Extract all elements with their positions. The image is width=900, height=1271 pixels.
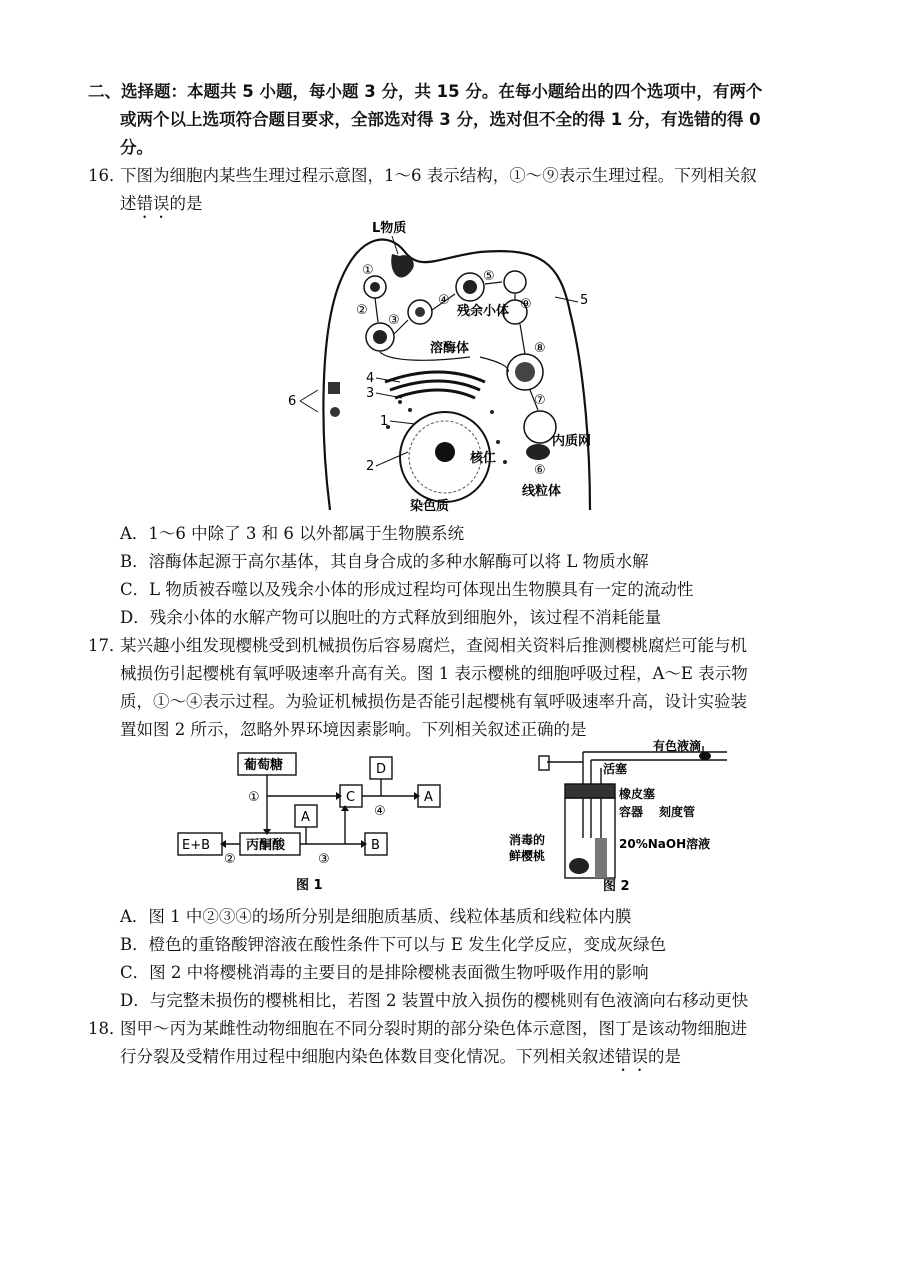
process-3: ③ — [388, 313, 400, 328]
label-er: 内质网 — [552, 434, 592, 449]
fig2-cherry-label-1: 消毒的 — [509, 833, 546, 847]
process-5: ⑤ — [483, 269, 495, 284]
fig1-d: D — [376, 762, 387, 777]
q18-stem-emphasis: 错误 — [615, 1047, 648, 1066]
fig2-naoh-label: 20%NaOH溶液 — [619, 837, 711, 851]
process-7: ⑦ — [534, 393, 546, 408]
label-num-2: 2 — [366, 459, 375, 474]
q17-option-a: A．图 1 中②③④的场所分别是细胞质基质、线粒体基质和线粒体内膜 — [120, 907, 632, 926]
q16-option-c: C．L 物质被吞噬以及残余小体的形成过程均可体现出生物膜具有一定的流动性 — [120, 580, 694, 599]
fig2-stopcock-label: 活塞 — [603, 762, 628, 776]
mitochondrion — [526, 444, 550, 460]
naoh-solution — [595, 838, 607, 878]
fig2-rubber-label: 橡皮塞 — [619, 787, 656, 801]
fig1-caption: 图 1 — [296, 878, 323, 893]
nucleolus — [435, 442, 455, 462]
q16-stem-emphasis: 错误 — [136, 194, 170, 213]
fig2-droplet-label: 有色液滴 — [653, 739, 702, 753]
fig2-caption: 图 2 — [603, 879, 630, 894]
q17-number: 17． — [88, 636, 126, 655]
process-4: ④ — [438, 293, 450, 308]
cherry — [569, 858, 589, 874]
process-9: ⑨ — [520, 297, 532, 312]
figure-1-respiration — [170, 745, 460, 895]
section-header-line1: 二、选择题：本题共 5 小题，每小题 3 分，共 15 分。在每小题给出的四个选项中，有两个 — [88, 82, 763, 101]
fig1-process-1: ① — [248, 790, 260, 805]
q18-stem-line1: 图甲～丙为某雌性动物细胞在不同分裂时期的部分染色体示意图，图丁是该动物细胞进 — [120, 1019, 747, 1038]
fig1-process-2: ② — [224, 852, 236, 867]
q17-stem-line4: 置如图 2 所示，忽略外界环境因素影响。下列相关叙述正确的是 — [120, 720, 587, 739]
q18-number: 18． — [88, 1019, 126, 1038]
q17-option-b: B．橙色的重铬酸钾溶液在酸性条件下可以与 E 发生化学反应，变成灰绿色 — [120, 935, 667, 954]
fig2-container-label: 容器 — [619, 805, 644, 819]
fig1-process-4: ④ — [374, 804, 386, 819]
fig1-a-middle: A — [301, 810, 310, 825]
label-num-1: 1 — [380, 414, 389, 429]
process-2: ② — [356, 303, 368, 318]
q17-stem-line3: 质，①～④表示过程。为验证机械损伤是否能引起樱桃有氧呼吸速率升高，设计实验装 — [120, 692, 747, 711]
exocytosis-vesicle — [504, 271, 526, 293]
q17-stem-line2: 械损伤引起樱桃有氧呼吸速率升高有关。图 1 表示樱桃的细胞呼吸过程，A～E 表示物 — [120, 664, 748, 683]
q18-stem-pre: 行分裂及受精作用过程中细胞内染色体数目变化情况。下列相关叙述 — [120, 1047, 615, 1066]
fig1-glucose: 葡萄糖 — [244, 758, 284, 773]
process-8: ⑧ — [534, 341, 546, 356]
q16-stem-line1: 下图为细胞内某些生理过程示意图，1～6 表示结构，①～⑨表示生理过程。下列相关叙 — [120, 166, 757, 185]
label-mitochondria: 线粒体 — [522, 484, 562, 499]
q16-option-d: D．残余小体的水解产物可以胞吐的方式释放到细胞外，该过程不消耗能量 — [120, 608, 662, 627]
q16-option-a: A．1～6 中除了 3 和 6 以外都属于生物膜系统 — [120, 524, 465, 543]
process-6: ⑥ — [534, 463, 546, 478]
q16-stem-pre: 述 — [120, 194, 137, 213]
fig1-c: C — [346, 790, 356, 805]
process-1: ① — [362, 263, 374, 278]
cell-process-figure — [280, 212, 650, 512]
figure-2-apparatus — [495, 738, 735, 896]
ribosome-cluster — [328, 382, 340, 394]
section-header-line3: 分。 — [120, 138, 153, 157]
label-residual-body: 残余小体 — [457, 304, 510, 319]
q18-stem-line2 — [120, 1043, 681, 1075]
fig1-process-3: ③ — [318, 852, 330, 867]
fig1-b: B — [371, 838, 380, 853]
label-num-6: 6 — [288, 394, 297, 409]
fig2-tube-label: 刻度管 — [659, 805, 696, 819]
q16-number: 16． — [88, 166, 126, 185]
label-l-substance: L物质 — [372, 221, 407, 236]
label-num-4: 4 — [366, 371, 375, 386]
colored-droplet — [699, 752, 711, 760]
fig1-pyruvate: 丙酮酸 — [246, 838, 286, 853]
label-num-5: 5 — [580, 293, 589, 308]
label-nucleolus: 核仁 — [470, 451, 497, 466]
q16-stem-post: 的是 — [169, 194, 203, 213]
q17-option-c: C．图 2 中将樱桃消毒的主要目的是排除樱桃表面微生物呼吸作用的影响 — [120, 963, 649, 982]
q17-option-d: D．与完整未损伤的樱桃相比，若图 2 装置中放入损伤的樱桃则有色液滴向右移动更快 — [120, 991, 749, 1010]
fig1-eb: E+B — [182, 838, 211, 853]
fig1-a-right: A — [424, 790, 433, 805]
golgi-apparatus — [385, 372, 485, 398]
fig2-cherry-label-2: 鲜樱桃 — [509, 849, 546, 863]
q18-stem-post: 的是 — [648, 1047, 681, 1066]
q17-stem-line1: 某兴趣小组发现樱桃受到机械损伤后容易腐烂，查阅相关资料后推测樱桃腐烂可能与机 — [120, 636, 747, 655]
q16-option-b: B．溶酶体起源于高尔基体，其自身合成的多种水解酶可以将 L 物质水解 — [120, 552, 649, 571]
q16-stem-line2 — [120, 190, 203, 222]
label-lysosome: 溶酶体 — [430, 341, 470, 356]
label-chromatin: 染色质 — [410, 499, 450, 512]
label-num-3: 3 — [366, 386, 375, 401]
section-header-line2: 或两个以上选项符合题目要求，全部选对得 3 分，选对但不全的得 1 分，有选错的得 0 — [120, 110, 761, 129]
